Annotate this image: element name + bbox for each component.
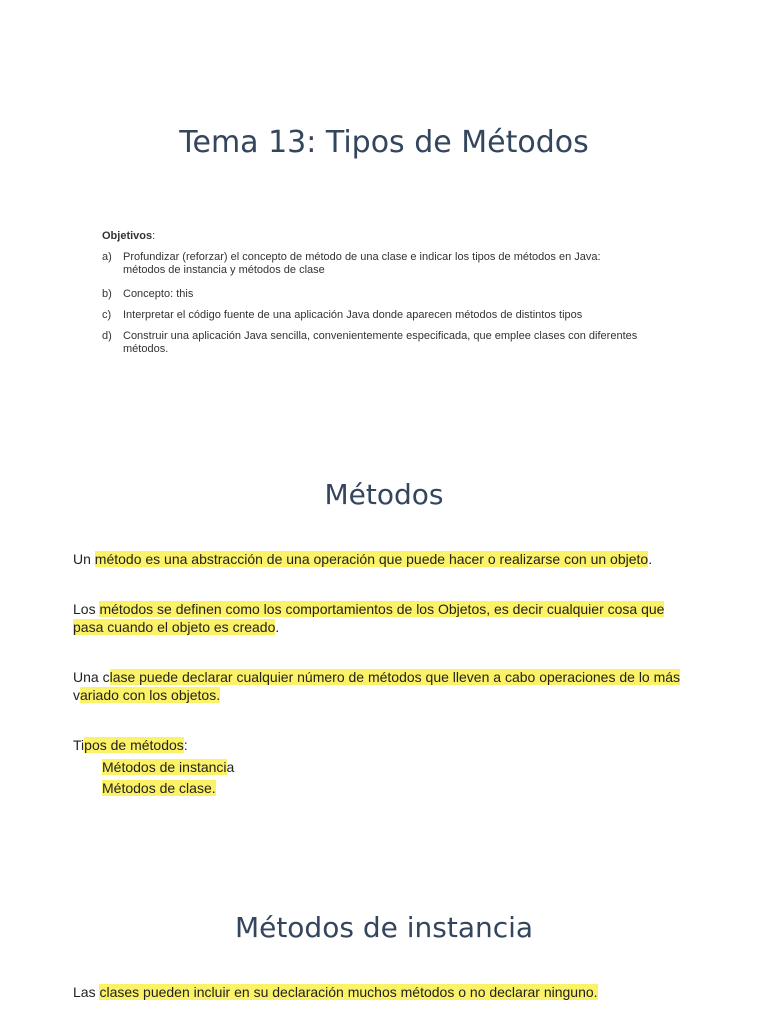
paragraph-comportamientos: Los métodos se definen como los comportamientos de los Objetos, es decir cualquier cosa que pasa cuando el objeto es creado. [73,601,665,635]
paragraph-clase-declarar: Una clase puede declarar cualquier número de métodos que lleven a cabo operaciones de lo más variado con los objetos. [73,669,681,703]
objetivo-item-d: d) Construir una aplicación Java sencilla, convenientemente especificada, que emplee clases con diferentes métodos. [102,330,638,355]
objetivo-item-a: a) Profundizar (reforzar) el concepto de método de una clase e indicar los tipos de métodos en Java: métodos de instancia y métodos de clase [102,251,601,276]
list-item-metodos-instancia: Métodos de instancia [102,759,235,775]
objetivos-label: Objetivos: [102,230,156,242]
objetivo-item-c: c) Interpretar el código fuente de una aplicación Java donde aparecen métodos de distintos tipos [102,309,583,321]
paragraph-definicion: Un método es una abstracción de una operación que puede hacer o realizarse con un objeto. [73,551,653,567]
section-heading-instancia: Métodos de instancia [234,911,534,944]
section-heading-metodos: Métodos [324,478,444,511]
page-title: Tema 13: Tipos de Métodos [179,125,589,160]
paragraph-tipos: Tipos de métodos: [73,737,188,753]
list-item-metodos-clase: Métodos de clase. [102,780,216,796]
objetivo-item-b: b) Concepto: this [102,288,194,300]
paragraph-instancia: Las clases pueden incluir en su declaración muchos métodos o no declarar ninguno. [73,984,598,1000]
